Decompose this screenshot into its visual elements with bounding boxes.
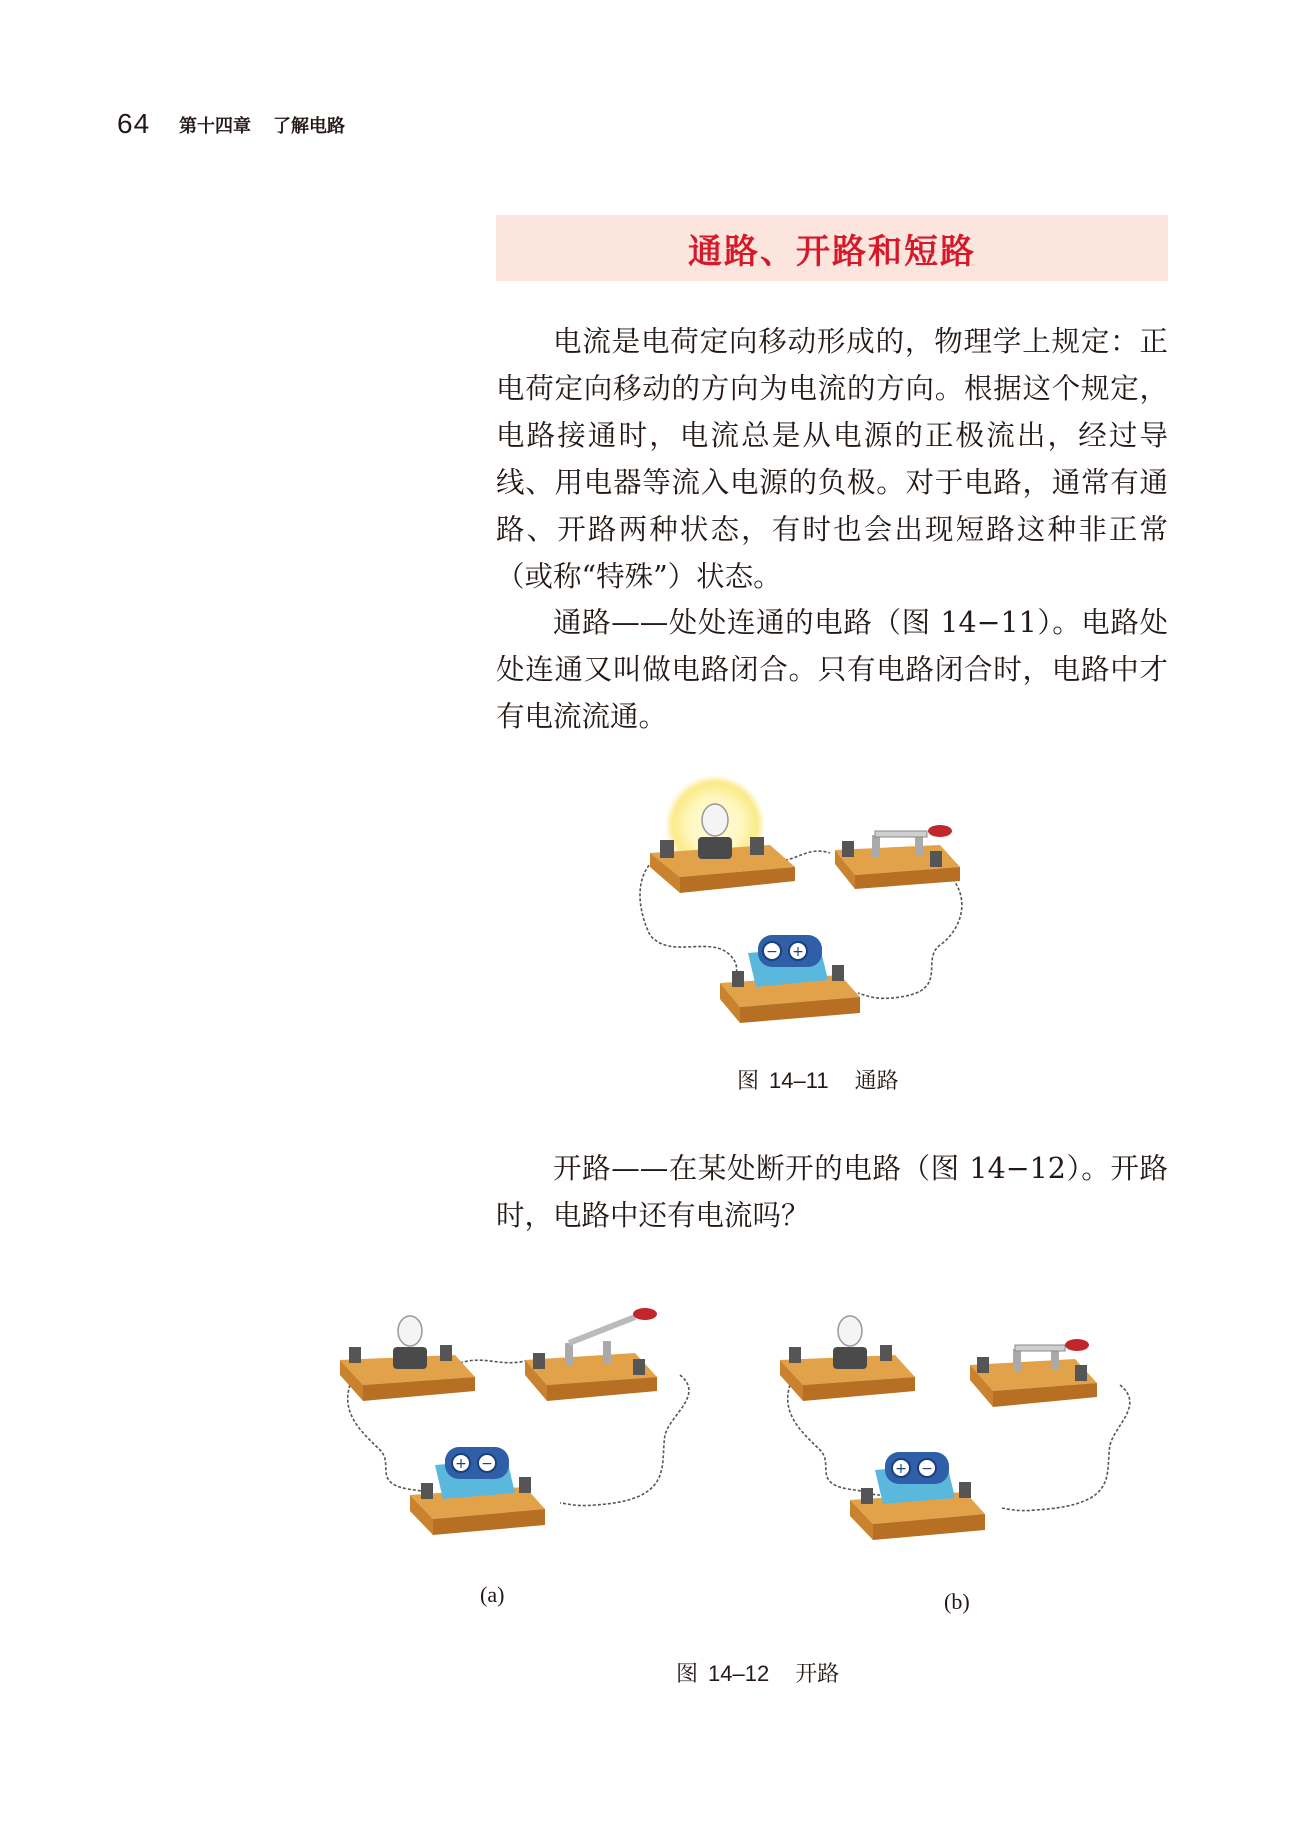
svg-text:−: − [766, 944, 778, 960]
svg-text:+: + [455, 1456, 467, 1472]
bulb-icon [838, 1316, 862, 1346]
svg-text:−: − [481, 1456, 493, 1472]
wire-right [858, 875, 962, 998]
lamp-board [340, 1316, 475, 1401]
bulb-icon [398, 1316, 422, 1346]
caption-label: 开路 [795, 1662, 840, 1687]
caption-label: 通路 [854, 1069, 899, 1094]
caption-number: 14–11 [769, 1068, 829, 1093]
paragraph-current-direction: 电流是电荷定向移动形成的，物理学上规定：正电荷定向移动的方向为电流的方向。根据这个规定，电路接通时，电流总是从电源的正极流出，经过导线、用电器等流入电源的负极。对于电路，通常有通路、开路两种状态，有时也会出现短路这种非正常（或称“特殊”）状态。 [496, 325, 1168, 593]
svg-text:+: + [792, 944, 804, 960]
switch-board-open [525, 1308, 657, 1401]
switch-handle-icon [928, 825, 952, 837]
figure-caption-14-12 [676, 1657, 839, 1688]
section-title-band [496, 215, 1168, 281]
switch-board-closed [970, 1339, 1097, 1407]
chapter-number: 第十四章 [179, 116, 251, 137]
svg-text:−: − [921, 1461, 933, 1477]
caption-number: 14–12 [708, 1661, 770, 1686]
closed-circuit-figure [620, 775, 990, 1045]
switch-handle-icon [1065, 1339, 1089, 1351]
caption-prefix: 图 [737, 1069, 760, 1094]
bulb-icon [702, 804, 728, 836]
figure-sublabel-b: (b) [944, 1589, 970, 1614]
battery-board [850, 1452, 985, 1540]
chapter-heading [179, 112, 345, 138]
lamp-board [780, 1316, 915, 1401]
switch-blade-icon [1015, 1345, 1065, 1351]
paragraph-open-circuit: 开路——在某处断开的电路（图 14−12）。开路时，电路中还有电流吗？ [496, 1152, 1168, 1232]
paragraph-closed-circuit: 通路——处处连通的电路（图 14−11）。电路处处连通又叫做电路闭合。只有电路闭合时，电路中才有电流流通。 [496, 606, 1168, 733]
open-circuit-figure-a [335, 1305, 715, 1555]
caption-prefix: 图 [676, 1662, 699, 1687]
wire-left [348, 1385, 440, 1495]
switch-blade-icon [569, 1317, 635, 1343]
wire-left [788, 1385, 880, 1495]
figure-sublabel-a: (a) [480, 1582, 505, 1607]
svg-text:+: + [895, 1461, 907, 1477]
switch-blade-icon [875, 831, 927, 837]
battery-board [410, 1447, 545, 1535]
switch-handle-icon [633, 1308, 657, 1320]
section-title: 通路、开路和短路 [688, 231, 976, 272]
page-number: 64 [117, 108, 151, 139]
chapter-title: 了解电路 [273, 116, 345, 137]
wire-top [460, 1360, 525, 1363]
switch-board-closed [835, 825, 960, 889]
figure-caption-14-11 [737, 1064, 899, 1095]
battery-board [720, 935, 860, 1023]
open-circuit-figure-b [775, 1305, 1155, 1555]
